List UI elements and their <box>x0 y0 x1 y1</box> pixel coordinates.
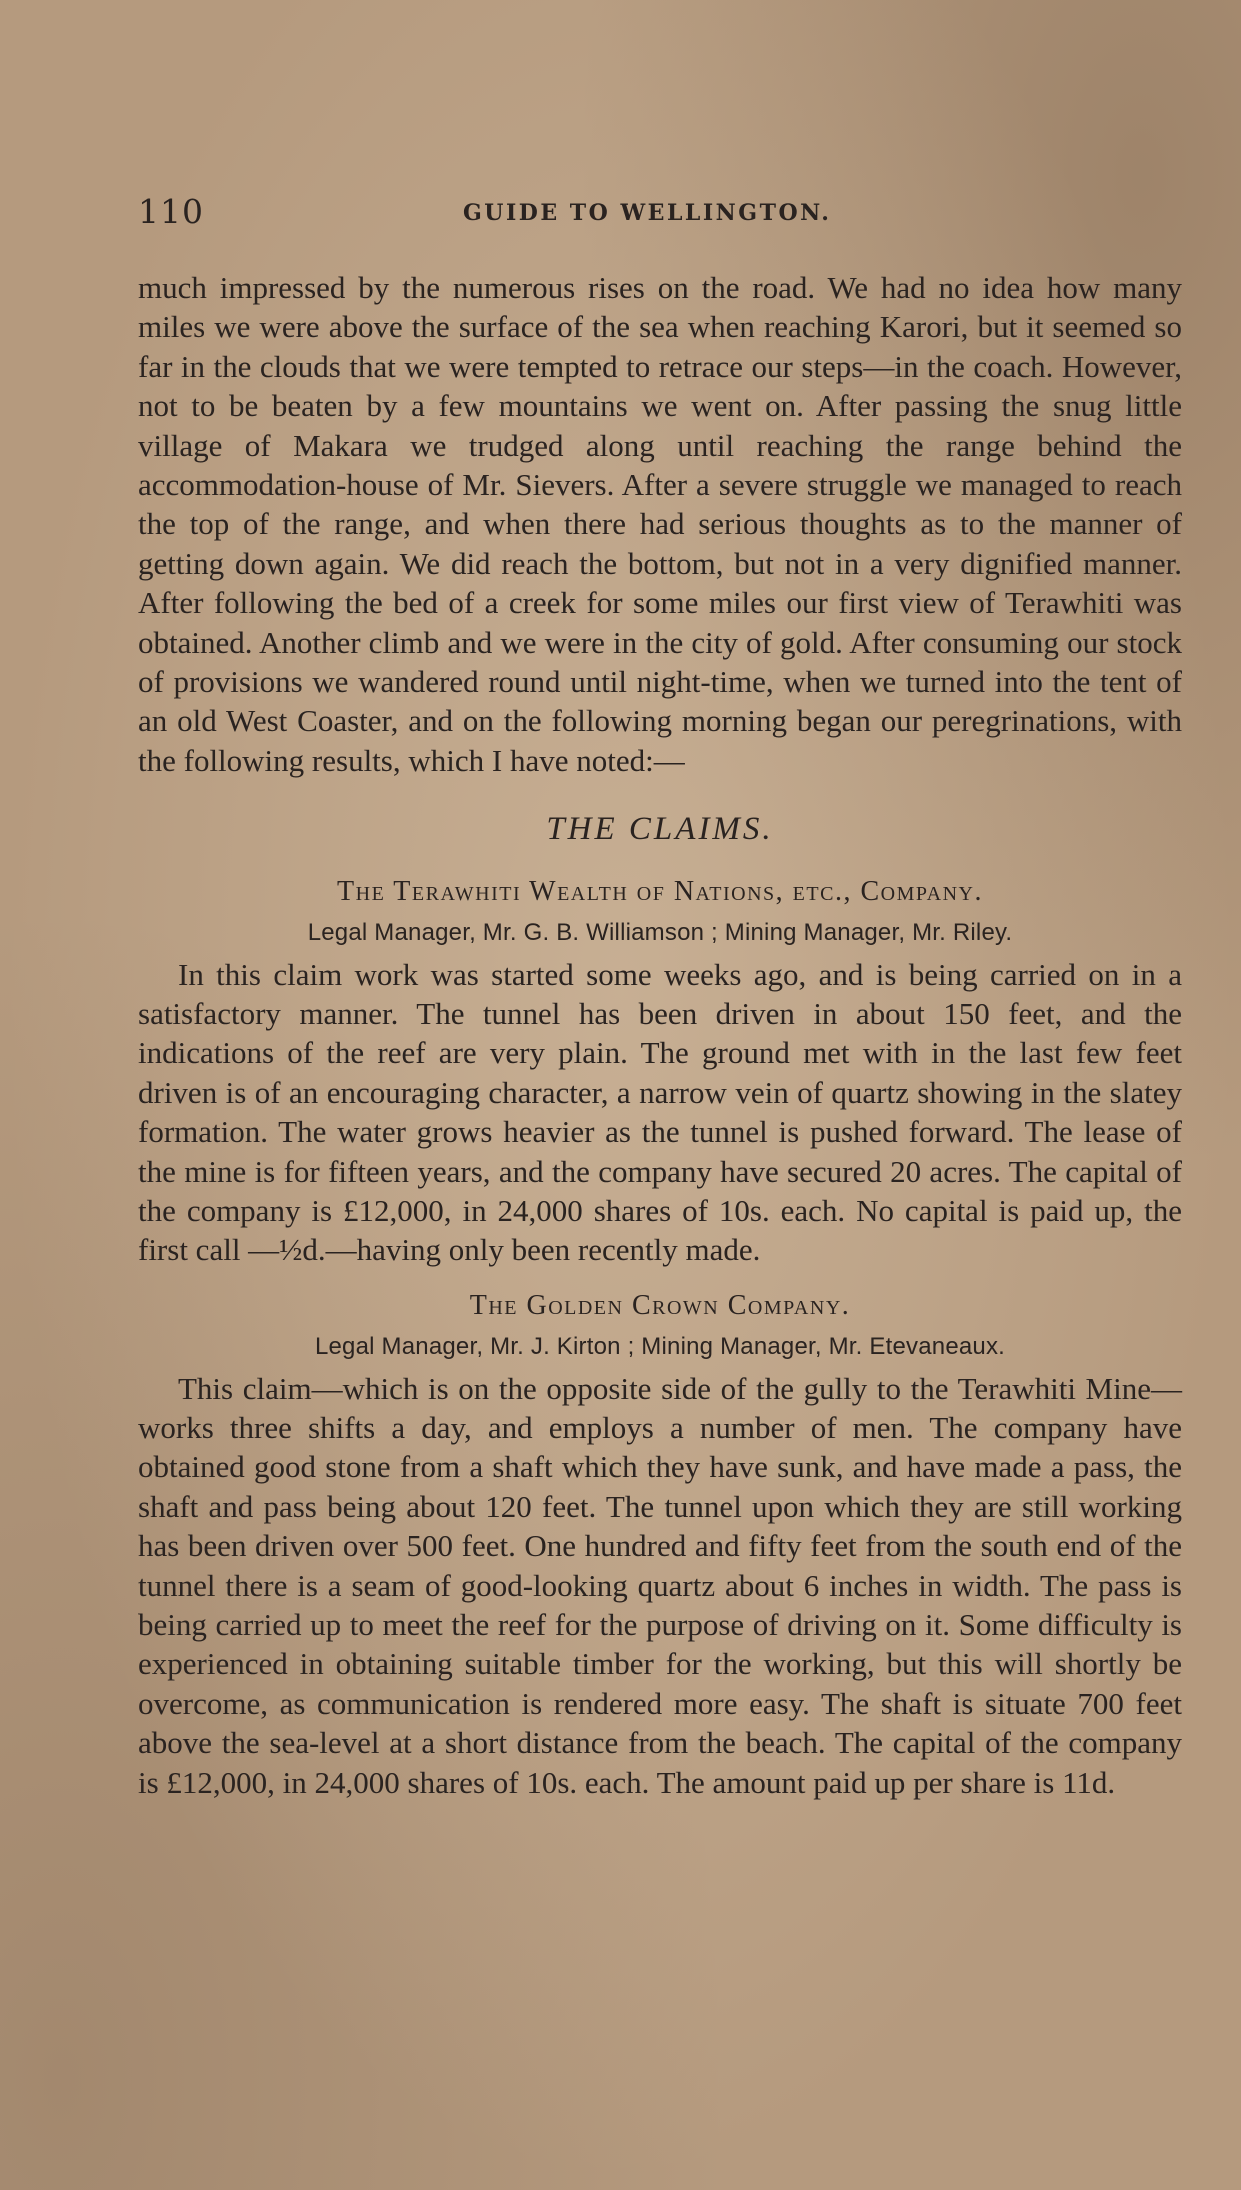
company-managers: Legal Manager, Mr. J. Kirton ; Mining Manager, Mr. Etevaneaux. <box>314 1333 1006 1361</box>
section-title: THE CLAIMS. <box>546 811 774 848</box>
company-title: The Terawhiti Wealth of Nations, etc., Company. <box>337 875 983 907</box>
company-title: The Golden Crown Company. <box>469 1289 851 1321</box>
running-title: GUIDE TO WELLINGTON. <box>463 200 832 226</box>
intro-paragraph: much impressed by the numerous rises on the road. We had no idea how many miles we were above the surface of the sea when reaching Karori, but it seemed so far in the clouds that we were tempted to retrace our steps—in the coach. However, not to be beaten by a few mountains we went on. After passing the snug little village of Makara we trudged along until reaching the range behind the accommodation-house of Mr. Sievers. After a severe struggle we managed to reach the top of the range, and when there had serious thoughts as to the manner of getting down again. We did reach the bottom, but not in a very dignified manner. After following the bed of a creek for some miles our first view of Terawhiti was obtained. Another climb and we were in the city of gold. After consuming our stock of provisions we wandered round until night-time, when we turned into the tent of an old West Coaster, and on the following morning began our peregrinations, with the following results, which I have noted:— <box>138 270 1182 778</box>
company-paragraph: In this claim work was started some weeks ago, and is being carried on in a satisfactory manner. The tunnel has been driven in about 150 feet, and the indications of the reef are very plain. The ground met with in the last few feet driven is of an encouraging character, a narrow vein of quartz showing in the slatey formation. The water grows heavier as the tunnel is pushed forward. The lease of the mine is for fifteen years, and the company have secured 20 acres. The capital of the company is £12,000, in 24,000 shares of 10s. each. No capital is paid up, the first call —½d.—having only been recently made. <box>138 956 1182 1268</box>
company-managers: Legal Manager, Mr. G. B. Williamson ; Mining Manager, Mr. Riley. <box>307 919 1013 947</box>
page-number: 110 <box>138 192 204 231</box>
company-paragraph: This claim—which is on the opposite side of the gully to the Terawhiti Mine—works three shifts a day, and employs a number of men. The company have obtained good stone from a shaft which they have sunk, and have made a pass, the shaft and pass being about 120 feet. The tunnel upon which they are still working has been driven over 500 feet. One hundred and fifty feet from the south end of the tunnel there is a seam of good-looking quartz about 6 inches in width. The pass is being carried up to meet the reef for the purpose of driving on it. Some difficulty is experienced in obtaining suitable timber for the working, but this will shortly be overcome, as communication is rendered more easy. The shaft is situate 700 feet above the sea-level at a short distance from the beach. The capital of the company is £12,000, in 24,000 shares of 10s. each. The amount paid up per share is 11d. <box>138 1370 1182 1800</box>
page-body <box>138 268 1182 1802</box>
page-header <box>138 192 1098 236</box>
